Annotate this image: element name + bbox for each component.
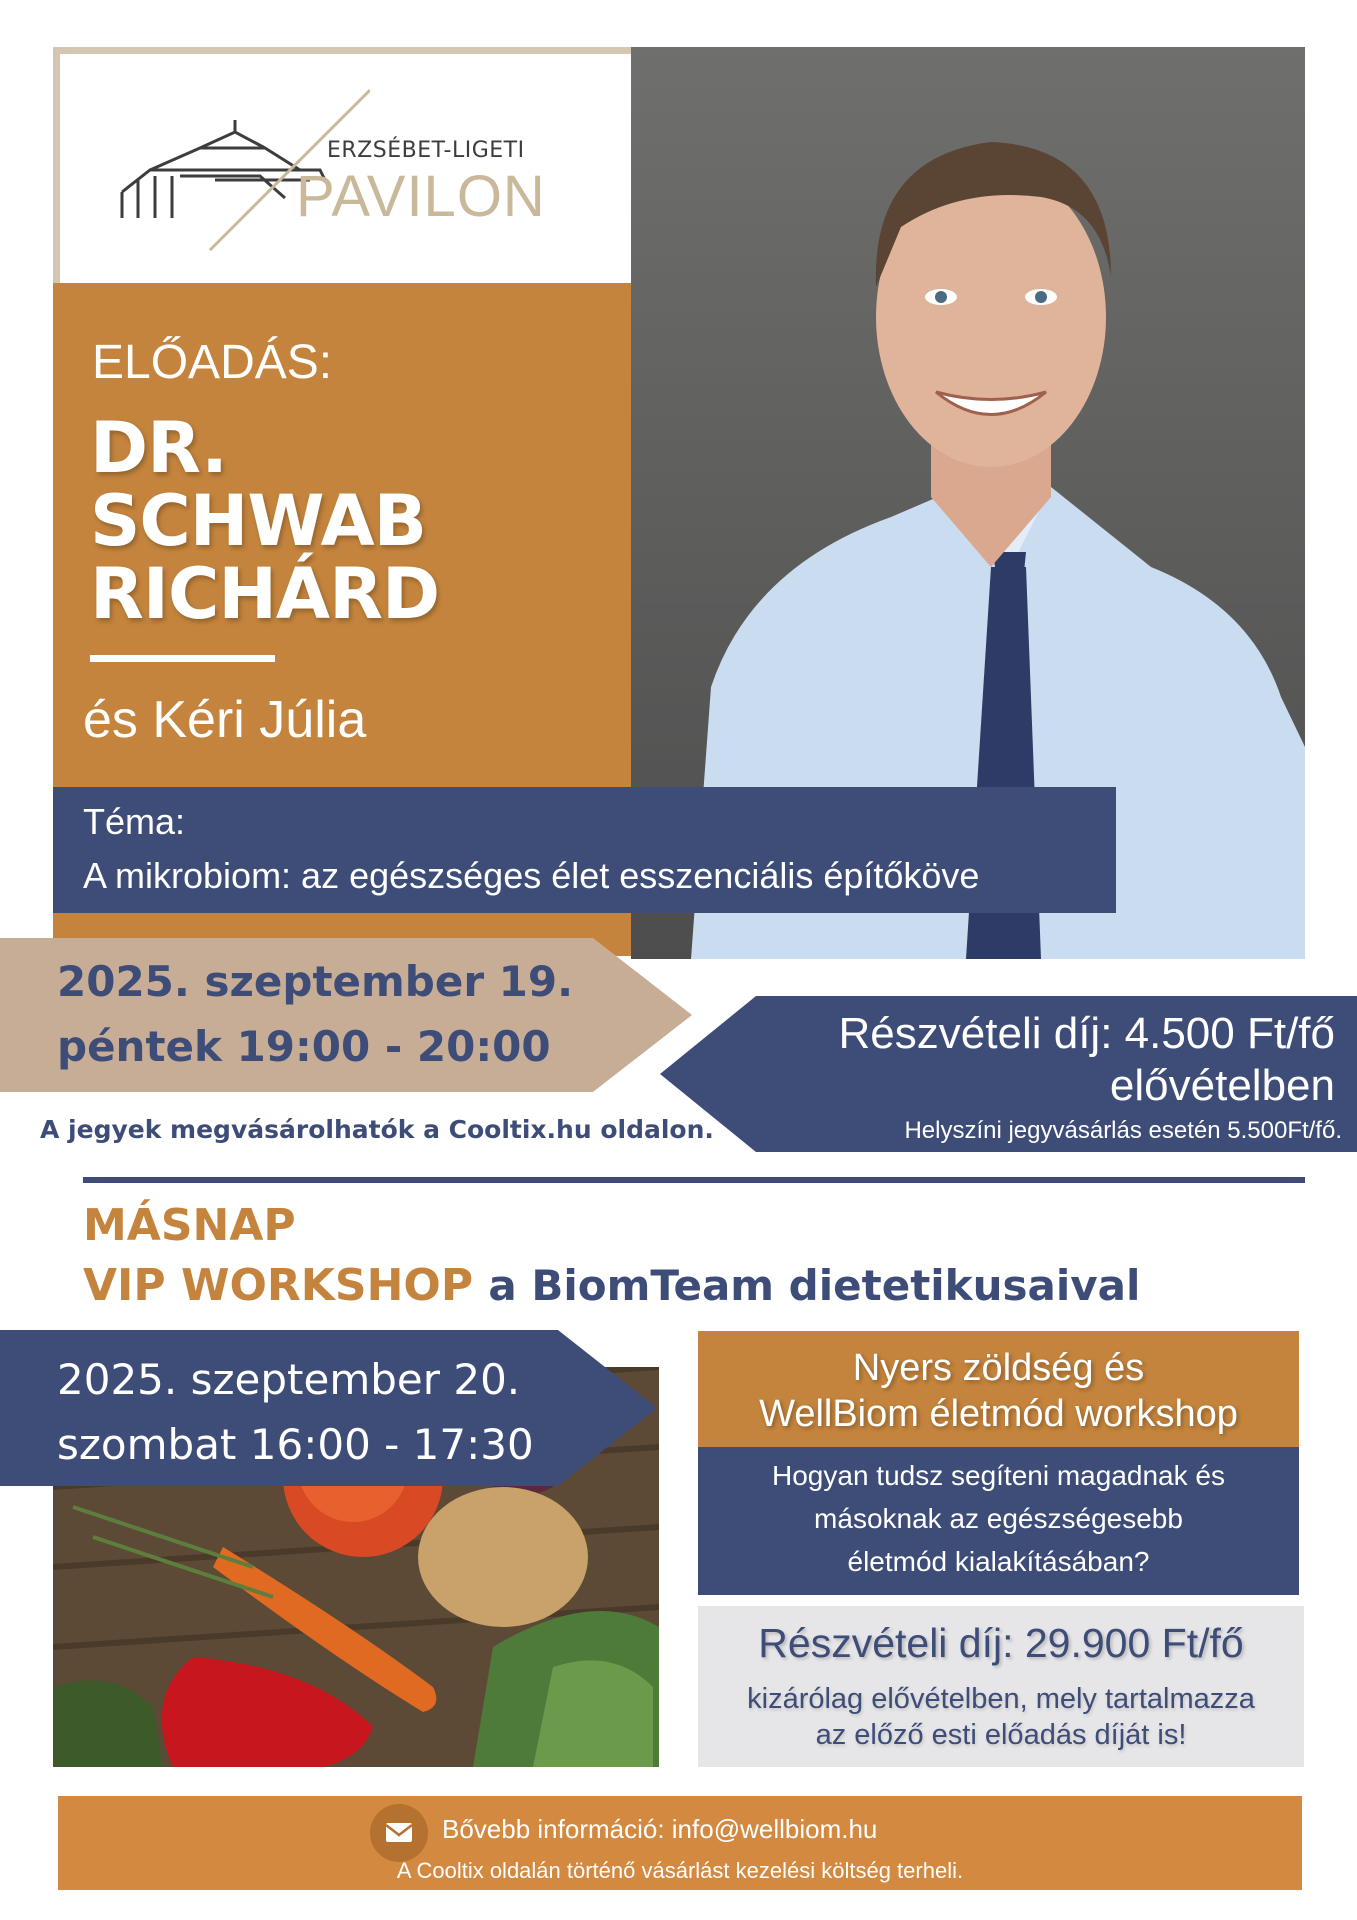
lecture-fee-line2: elővételben <box>1109 1061 1335 1110</box>
workshop-title-line2: WellBiom életmód workshop <box>759 1393 1238 1435</box>
speaker-name-line1: DR. <box>90 407 227 489</box>
lecture-time: péntek 19:00 - 20:00 <box>57 1022 551 1071</box>
footer-note: A Cooltix oldalán történő vásárlást kezelési költség terheli. <box>396 1858 964 1883</box>
topic-label: Téma: <box>83 801 186 842</box>
vip-workshop-heading <box>83 1260 1140 1311</box>
workshop-description-line1: Hogyan tudsz segíteni magadnak és <box>772 1460 1225 1491</box>
vip-workshop-with: a BiomTeam dietetikusaival <box>488 1261 1141 1310</box>
speaker-name-line3: RICHÁRD <box>90 553 440 635</box>
onsite-fee-note: Helyszíni jegyvásárlás esetén 5.500Ft/fő. <box>904 1117 1342 1144</box>
lecture-fee <box>839 1008 1335 1112</box>
workshop-description-line3: életmód kialakításában? <box>847 1546 1150 1577</box>
workshop-date: 2025. szeptember 20. <box>57 1355 521 1404</box>
workshop-title-line1: Nyers zöldség és <box>852 1347 1145 1389</box>
workshop-description-line2: másoknak az egészségesebb <box>814 1503 1183 1534</box>
name-divider <box>90 655 275 662</box>
workshop-time: szombat 16:00 - 17:30 <box>57 1420 534 1469</box>
workshop-title <box>698 1345 1299 1437</box>
speaker-name <box>90 407 510 635</box>
vip-workshop-label: VIP WORKSHOP <box>83 1260 474 1311</box>
cospeaker: és Kéri Júlia <box>83 691 367 749</box>
workshop-fee-note <box>698 1681 1304 1753</box>
speaker-name-line2: SCHWAB <box>90 480 426 562</box>
lecture-label: ELŐADÁS: <box>92 336 333 389</box>
workshop-fee: Részvételi díj: 29.900 Ft/fő <box>758 1620 1244 1666</box>
next-day-heading: MÁSNAP <box>83 1200 296 1251</box>
workshop-description <box>698 1454 1299 1583</box>
mail-icon <box>370 1804 428 1862</box>
workshop-fee-note-line2: az előző esti előadás díját is! <box>815 1719 1187 1751</box>
tickets-note: A jegyek megvásárolhatók a Cooltix.hu oldalon. <box>40 1115 714 1144</box>
footer-info: Bővebb információ: info@wellbiom.hu <box>442 1814 878 1844</box>
lecture-fee-line1: Részvételi díj: 4.500 Ft/fő <box>838 1009 1335 1058</box>
logo-title: PAVILON <box>296 164 546 229</box>
workshop-fee-note-line1: kizárólag elővételben, mely tartalmazza <box>747 1683 1255 1715</box>
logo-subtitle: ERZSÉBET-LIGETI <box>327 138 525 163</box>
lecture-date: 2025. szeptember 19. <box>57 957 574 1006</box>
section-divider <box>83 1177 1305 1183</box>
topic-text: A mikrobiom: az egészséges élet esszenciális építőköve <box>83 855 980 896</box>
